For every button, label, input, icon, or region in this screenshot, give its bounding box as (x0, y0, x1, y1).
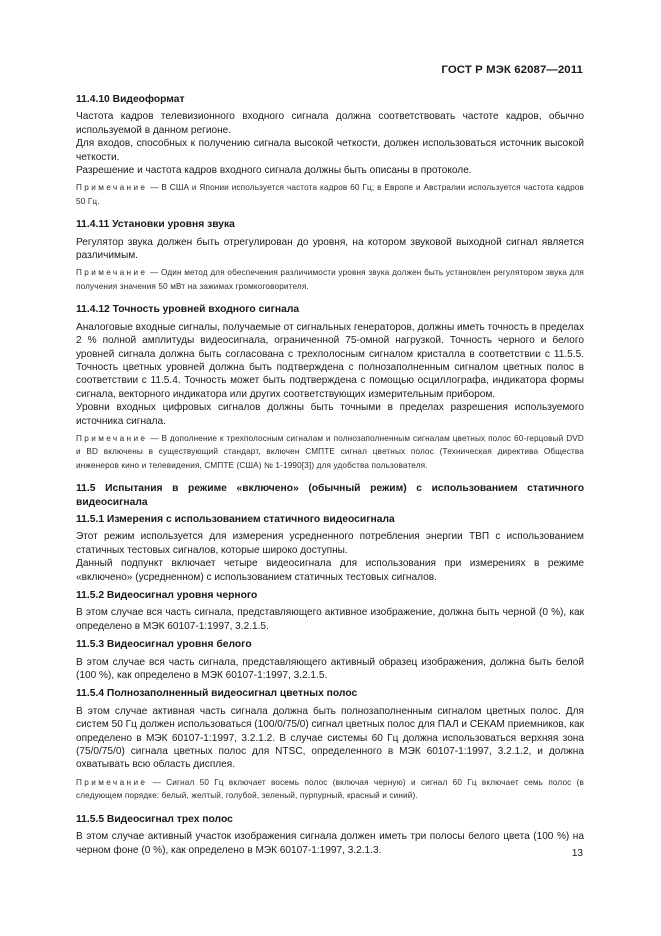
note (76, 181, 584, 208)
section-11-5-5 (76, 813, 584, 857)
section-11-4-11 (76, 218, 584, 293)
section-heading: 11.5 Испытания в режиме «включено» (обычный режим) с использованием статичного видеосигнала (76, 483, 584, 508)
paragraph: В этом случае активный участок изображения сигнала должен иметь три полосы белого цвета (100 %) на черном фоне (0 %), как определено в МЭК 60107-1:1997, 3.2.1.3. (76, 831, 584, 856)
section-11-4-10 (76, 93, 584, 208)
section-heading: 11.5.4 Полнозаполненный видеосигнал цветных полос (76, 688, 358, 700)
paragraph: Частота кадров телевизионного входного сигнала должна соответствовать частоте кадров, обычно используемой в данном регионе. (76, 111, 584, 136)
standard-code-header: ГОСТ Р МЭК 62087—2011 (441, 64, 583, 76)
paragraph: Аналоговые входные сигналы, получаемые от сигнальных генераторов, должны иметь точность в пределах 2 % полной амплитуды видеосигнала, ограниченной 75-омной нагрузкой. Точность черного и белого уровней сигнала должна быть согласована с трехполосным сигналом кристалла в соответствии с 11.5.5. Точность цветных уровней должна быть подтверждена с полнозаполненным сигналом цветных полос в соответствии с 11.5.4. Точность может быть подтверждена с помощью осциллографа, индикатора формы сигнала, векторного индикатора или других соответствующих измерительным прибором. (76, 321, 584, 400)
note-text: — В дополнение к трехполосным сигналам и полнозаполненным сигналам цветных полос 60-герцовый DVD и BD включены в существующий стандарт, включен СМПТЕ сигнал цветных полос (Техническая директива Общества инженеров кино и телевидения, СМПТЕ (США) № 1-1990[3]) для удобства пользователя. (76, 433, 584, 470)
section-11-4-12 (76, 303, 584, 472)
note-label: Примечание (76, 777, 148, 787)
note-label: Примечание (76, 268, 148, 278)
section-11-5 (76, 482, 584, 509)
note-text: — В США и Японии используется частота кадров 60 Гц; в Европе и Австралии используется частота кадров 50 Гц. (76, 183, 584, 206)
paragraph: Разрешение и частота кадров входного сигнала должны быть описаны в протоколе. (76, 165, 472, 177)
paragraph: Уровни входных цифровых сигналов должны быть точными в пределах разрешения используемого источника сигнала. (76, 402, 584, 427)
document-body (76, 93, 584, 857)
section-11-5-2 (76, 589, 584, 633)
paragraph: Регулятор звука должен быть отрегулирован до уровня, на котором звуковой выходной сигнал является различимым. (76, 236, 584, 262)
section-11-5-4 (76, 687, 584, 802)
note-label: Примечание (76, 433, 148, 443)
page-number: 13 (571, 848, 583, 859)
note-text: — Один метод для обеспечения различимости уровня звука должен быть установлен регулятором звука для получения значения 50 мВт на зажимах громкоговорителя. (76, 268, 584, 291)
section-heading: 11.5.5 Видеосигнал трех полос (76, 813, 233, 825)
section-heading: 11.5.3 Видеосигнал уровня белого (76, 639, 252, 651)
section-11-5-1 (76, 513, 584, 584)
paragraph: В этом случае вся часть сигнала, представляющего активный образец изображения, должна быть белой (100 %), как определено в МЭК 60107-1:1997, 3.2.1.5. (76, 656, 584, 682)
note-text: — Сигнал 50 Гц включает восемь полос (включая черную) и сигнал 60 Гц включает семь полос (в следующем порядке: белый, желтый, голубой, зеленый, пурпурный, красный и синий). (76, 777, 584, 801)
section-heading: 11.5.1 Измерения с использованием статичного видеосигнала (76, 513, 395, 525)
paragraph: Данный подпункт включает четыре видеосигнала для использования при измерениях в режиме «включено» (усредненном) с использованием статичных тестовых сигналов. (76, 558, 584, 583)
section-heading: 11.4.11 Установки уровня звука (76, 219, 235, 231)
section-heading: 11.5.2 Видеосигнал уровня черного (76, 590, 258, 601)
note-label: Примечание (76, 183, 148, 193)
section-heading: 11.4.12 Точность уровней входного сигнала (76, 304, 300, 316)
note (76, 432, 584, 472)
section-11-5-3 (76, 638, 584, 682)
paragraph: В этом случае активная часть сигнала должна быть полнозаполненным сигналом цветных полос. Для систем 50 Гц должен использоваться (100/0/75/0) сигнал цветных полос для ПАЛ и СЕКАМ приемников, как определено в МЭК 60107-1:1997, 3.2.1.2. В случае системы 60 Гц должна использоваться верхняя зона (75/0/75/0) сигнала цветных полос для NTSC, определенного в МЭК 60107-1:1997, 3.2.1.2, и должна охватывать всю область дисплея. (76, 705, 584, 771)
paragraph: Этот режим используется для измерения усредненного потребления энергии ТВП с использованием статичных тестовых сигналов, которые широко доступны. (76, 531, 584, 556)
paragraph: Для входов, способных к получению сигнала высокой четкости, должен использоваться источник высокой четкости. (76, 138, 584, 163)
note (76, 776, 584, 803)
note (76, 266, 584, 293)
paragraph: В этом случае вся часть сигнала, представляющего активное изображение, должна быть черной (0 %), как определено в МЭК 60107-1:1997, 3.2.1.5. (76, 607, 584, 632)
section-heading: 11.4.10 Видеоформат (76, 94, 185, 105)
